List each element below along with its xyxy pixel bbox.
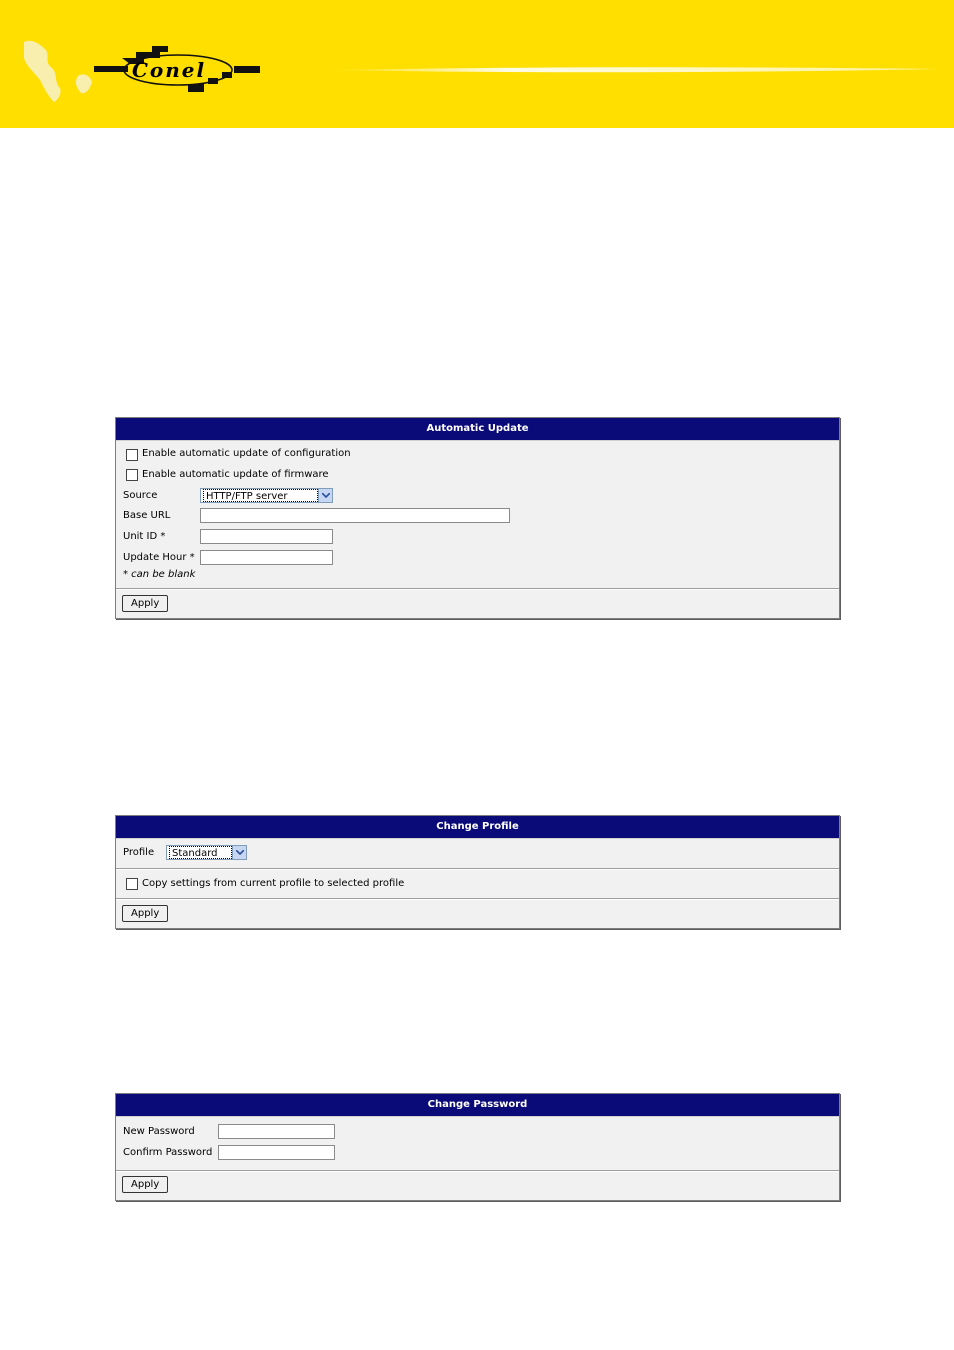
- panel-divider: [116, 588, 839, 590]
- change-password-title: Change Password: [116, 1094, 839, 1117]
- can-be-blank-note: * can be blank: [123, 569, 196, 580]
- new-password-label: New Password: [123, 1126, 195, 1137]
- panel-divider: [116, 898, 839, 900]
- confirm-password-label: Confirm Password: [123, 1147, 213, 1158]
- change-password-apply-button[interactable]: Apply: [122, 1176, 168, 1193]
- copy-settings-checkbox[interactable]: [126, 878, 138, 890]
- base-url-label: Base URL: [123, 510, 171, 521]
- change-profile-apply-button[interactable]: Apply: [122, 905, 168, 922]
- enable-config-update-label: Enable automatic update of configuration: [142, 448, 351, 459]
- profile-dropdown-button[interactable]: [232, 846, 246, 859]
- update-hour-label: Update Hour *: [123, 552, 195, 563]
- new-password-input[interactable]: [218, 1124, 335, 1139]
- profile-select[interactable]: [166, 845, 247, 860]
- source-label: Source: [123, 490, 158, 501]
- panel-divider: [116, 868, 839, 870]
- enable-config-update-checkbox[interactable]: [126, 449, 138, 461]
- unit-id-input[interactable]: [200, 529, 333, 544]
- profile-label: Profile: [123, 847, 155, 858]
- base-url-input[interactable]: [200, 508, 510, 523]
- brand-name: Conel: [132, 58, 207, 82]
- automatic-update-title: Automatic Update: [116, 418, 839, 441]
- confirm-password-input[interactable]: [218, 1145, 335, 1160]
- source-select[interactable]: [200, 488, 333, 503]
- update-hour-input[interactable]: [200, 550, 333, 565]
- chevron-down-icon: [236, 850, 244, 855]
- chevron-down-icon: [322, 493, 330, 498]
- banner-streak: [325, 66, 937, 74]
- source-selected-value: HTTP/FTP server: [203, 489, 318, 502]
- panel-divider: [116, 1170, 839, 1172]
- change-password-panel: [115, 1093, 840, 1201]
- change-profile-panel: [115, 815, 840, 929]
- profile-selected-value: Standard: [169, 846, 232, 859]
- unit-id-label: Unit ID *: [123, 531, 166, 542]
- enable-firmware-update-label: Enable automatic update of firmware: [142, 469, 329, 480]
- copy-settings-label: Copy settings from current profile to selected profile: [142, 878, 405, 889]
- source-dropdown-button[interactable]: [318, 489, 332, 502]
- header-banner: [0, 0, 954, 128]
- automatic-update-panel: [115, 417, 840, 619]
- enable-firmware-update-checkbox[interactable]: [126, 469, 138, 481]
- automatic-update-apply-button[interactable]: Apply: [122, 595, 168, 612]
- change-profile-title: Change Profile: [116, 816, 839, 839]
